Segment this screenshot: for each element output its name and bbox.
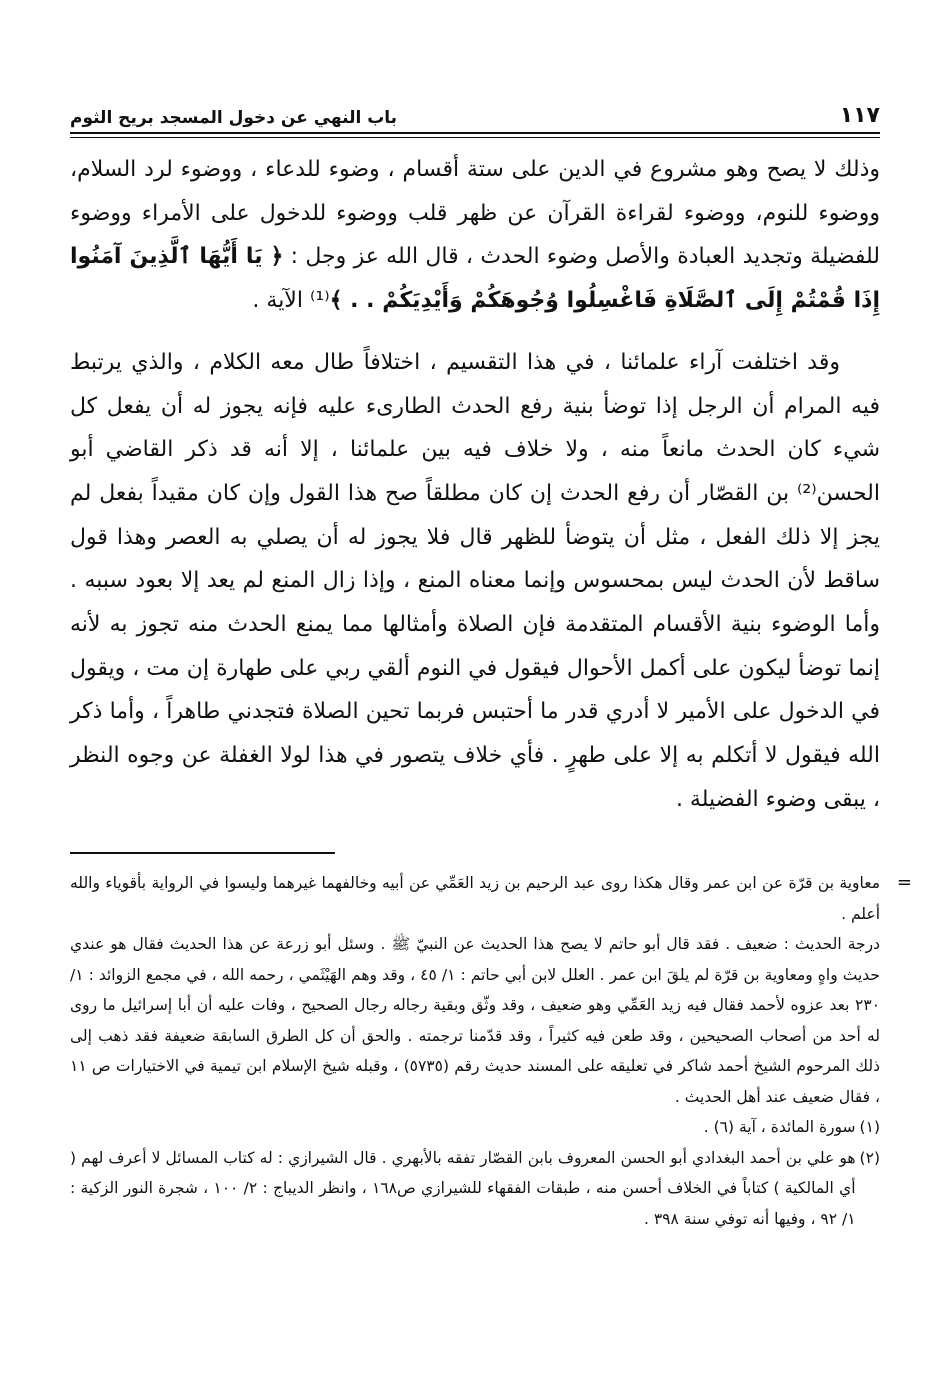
continuation-mark: =	[896, 872, 912, 893]
footnote-separator	[70, 852, 335, 854]
footnote-1-number: (١)	[859, 1118, 880, 1136]
footnote-2	[70, 1143, 880, 1235]
main-text	[70, 148, 880, 822]
page-number: ١١٧	[839, 103, 880, 128]
footnote-2-text: هو علي بن أحمد البغدادي أبو الحسن المعروف بابن القصّار تفقه بالأبهري . قال الشيرازي : له كتاب المسائل لا أعرف لهم ( أي المالكية ) كتاباً في الخلاف أحسن منه ، طبقات الفقهاء للشيرازي ص١٦٨ ، وانظر الديباج : ٢/ ١٠٠ ، شجرة النور الزكية : ١/ ٩٢ ، وفيها أنه توفي سنة ٣٩٨ .	[70, 1148, 856, 1228]
paragraph-1-end: ⁽¹⁾ الآية .	[252, 288, 330, 314]
paragraph-1-text: وذلك لا يصح وهو مشروع في الدين على ستة أقسام ، وضوء للدعاء ، ووضوء لرد السلام، ووضوء للنوم، ووضوء لقراءة القرآن عن ظهر قلب ووضوء للدخول على الأمراء ووضوء للفضيلة وتجديد العبادة والأصل وضوء الحدث ، قال الله عز وجل :	[70, 157, 881, 270]
footnotes	[70, 868, 912, 1234]
quran-verse: ﴿ يَا أَيُّهَا ٱلَّذِينَ آمَنُوا إِذَا قُمْتُمْ إِلَى ٱلصَّلَاةِ فَاغْسِلُوا وُجُوهَكُمْ وَأَيْدِيَكُمْ . . ﴾	[70, 244, 880, 314]
footnote-2-number: (٢)	[859, 1148, 880, 1167]
footnote-1	[70, 1112, 880, 1143]
page-header	[70, 90, 880, 134]
book-page	[70, 90, 912, 1228]
paragraph-1	[70, 148, 880, 323]
running-title: باب النهي عن دخول المسجد بريح الثوم	[70, 108, 398, 128]
footnote-continuation-1: معاوية بن قرّة عن ابن عمر وقال هكذا روى عبد الرحيم بن زيد العَمِّي عن أبيه وخالفهما غيرهما وليسوا في الرواية بأقوياء والله أعلم .	[70, 874, 880, 923]
footnote-1-text: سورة المائدة ، آية (٦) .	[703, 1118, 856, 1136]
footnote-continuation-2: درجة الحديث : ضعيف . فقد قال أبو حاتم لا يصح هذا الحديث عن النبيّ ﷺ . وسئل أبو زرعة عن هذا الحديث فقال هو عندي حديث واهٍ ومعاوية بن قرّة لم يلقَ ابن عمر . العلل لابن أبي حاتم : ١/ ٤٥ ، وقد وهم الهَيْثَمي ، رحمه الله ، في مجمع الزوائد : ١/ ٢٣٠ بعد عزوه لأحمد فقال فيه زيد العَمِّي وهو ضعيف ، وقد وثّق وبقية رجاله رجال الصحيح ، وفات عليه أن أبا إسرائيل ما روى له أحد من أصحاب الصحيحين ، وقد طعن فيه كثيراً ، وقد قدّمنا ترجمته . والحق أن كل الطرق السابقة ضعيفة فقد ذهب إلى ذلك المرحوم الشيخ أحمد شاكر في تعليقه على المسند حديث رقم (٥٧٣٥) ، وقبله شيخ الإسلام ابن تيمية في الاختيارات ص ١١ ، فقال ضعيف عند أهل الحديث .	[70, 935, 880, 1106]
paragraph-2: وقد اختلفت آراء علمائنا ، في هذا التقسيم ، اختلافاً طال معه الكلام ، والذي يرتبط فيه المرام أن الرجل إذا توضأ بنية رفع الحدث الطارىء عليه فإنه يجوز له أن يفعل كل شيء كان الحدث مانعاً منه ، ولا خلاف فيه بين علمائنا ، إلا أنه قد ذكر القاضي أبو الحسن⁽²⁾ بن القصّار أن رفع الحدث إن كان مطلقاً صح هذا القول وإن كان مقيداً بفعل لم يجز إلا ذلك الفعل ، مثل أن يتوضأ للظهر قال فلا يجوز له أن يصلي به العصر وهذا قول ساقط لأن الحدث ليس بمحسوس وإنما معناه المنع ، وإذا زال المنع لم يعد إلا بعود سببه . وأما الوضوء بنية الأقسام المتقدمة فإن الصلاة وأمثالها مما يمنع الحدث منه تجوز به لأنه إنما توضأ ليكون على أكمل الأحوال فيقول في النوم ألقي ربي على طهارة إن مت ، ويقول في الدخول على الأمير لا أدري قدر ما أحتبس فربما تحين الصلاة فتجدني طاهراً ، وأما ذكر الله فيقول لا أتكلم به إلا على طهرٍ . فأي خلاف يتصور في هذا لولا الغفلة عن وجوه النظر ، يبقى وضوء الفضيلة .	[70, 349, 880, 812]
